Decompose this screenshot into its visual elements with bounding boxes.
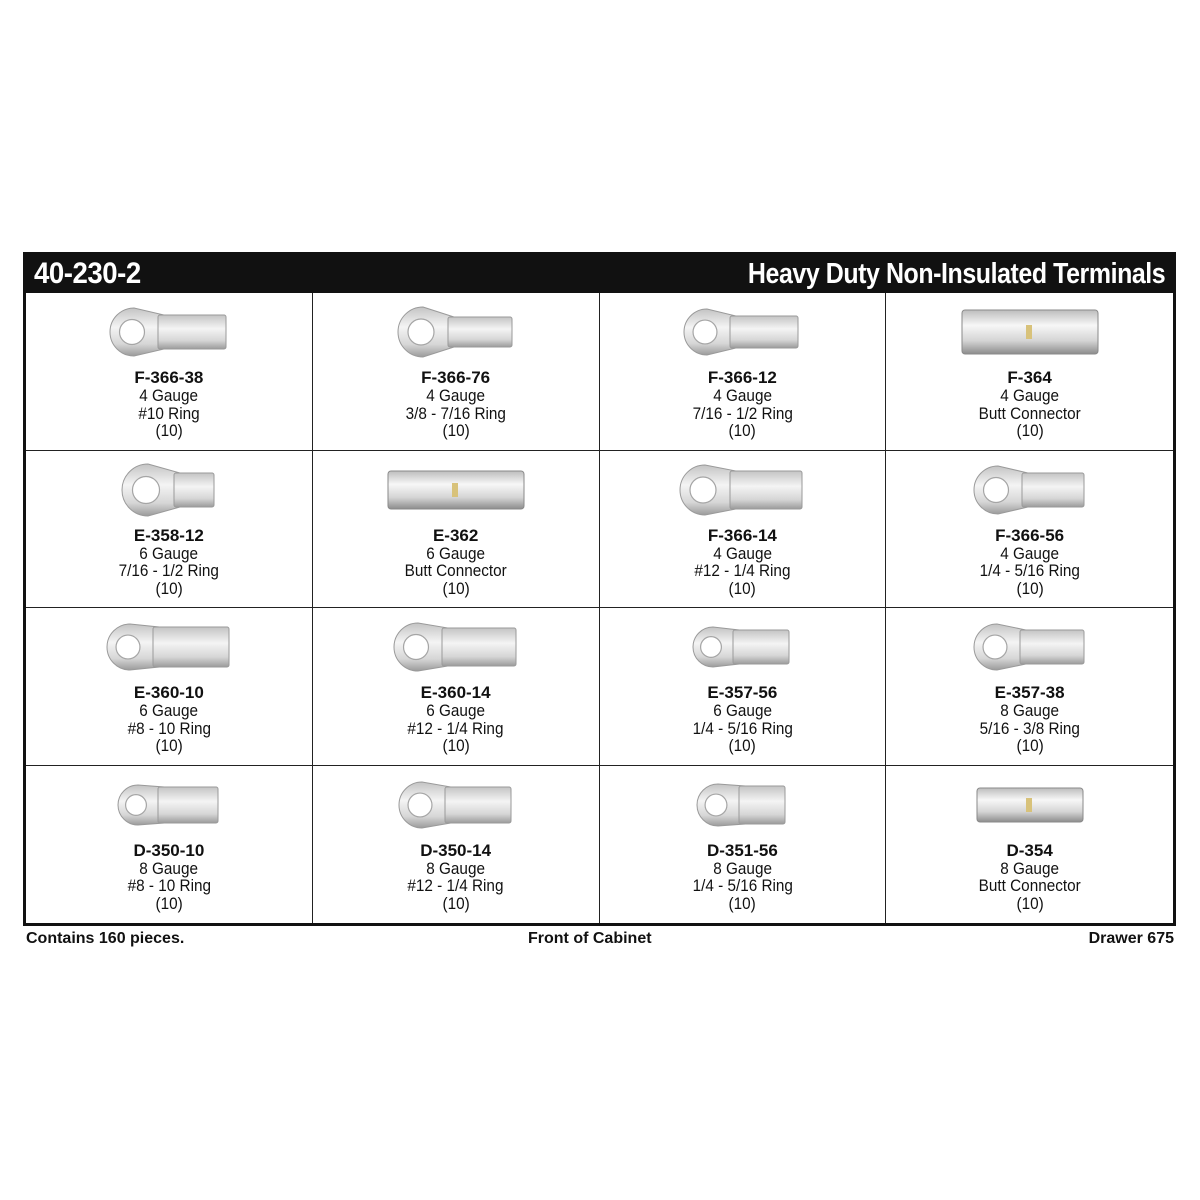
chart-header bbox=[26, 255, 1173, 293]
ring-terminal-graphic bbox=[970, 462, 1090, 518]
ring-terminal-icon bbox=[313, 768, 599, 842]
quantity: (10) bbox=[155, 736, 183, 755]
ring-terminal-icon bbox=[26, 768, 312, 842]
part-number: F-366-56 bbox=[995, 525, 1065, 545]
terminal-description: #12 - 1/4 Ring bbox=[407, 718, 504, 738]
part-number: D-350-10 bbox=[133, 840, 205, 860]
quantity: (10) bbox=[1016, 421, 1044, 440]
wire-gauge: 4 Gauge bbox=[1000, 386, 1059, 405]
part-number: E-358-12 bbox=[133, 525, 204, 545]
ring-terminal-icon bbox=[26, 295, 312, 369]
wire-gauge: 6 Gauge bbox=[426, 701, 485, 720]
part-cell bbox=[26, 766, 313, 924]
ring-terminal-graphic bbox=[106, 304, 232, 360]
part-cell bbox=[600, 451, 887, 609]
wire-gauge: 4 Gauge bbox=[139, 386, 199, 405]
part-number: D-354 bbox=[1006, 840, 1053, 860]
butt-connector-graphic bbox=[960, 308, 1100, 356]
ring-terminal-graphic bbox=[395, 778, 517, 832]
part-cell bbox=[26, 608, 313, 766]
part-number: D-351-56 bbox=[706, 840, 778, 860]
part-number: F-366-76 bbox=[421, 368, 491, 387]
terminal-description: 7/16 - 1/2 Ring bbox=[692, 403, 793, 423]
ring-terminal-icon bbox=[26, 610, 312, 684]
wire-gauge: 4 Gauge bbox=[426, 386, 485, 405]
parts-chart bbox=[23, 252, 1176, 926]
part-cell bbox=[886, 608, 1173, 766]
ring-terminal-graphic bbox=[118, 460, 220, 520]
quantity: (10) bbox=[728, 736, 756, 755]
part-cell bbox=[886, 451, 1173, 609]
part-cell bbox=[26, 451, 313, 609]
part-cell bbox=[886, 293, 1173, 451]
wire-gauge: 6 Gauge bbox=[426, 543, 485, 563]
quantity: (10) bbox=[155, 421, 183, 440]
quantity: (10) bbox=[442, 893, 470, 913]
part-number: F-366-12 bbox=[707, 368, 777, 387]
terminal-description: Butt Connector bbox=[404, 561, 507, 580]
ring-terminal-graphic bbox=[394, 303, 518, 361]
part-number: E-360-10 bbox=[133, 683, 204, 702]
part-cell bbox=[313, 766, 600, 924]
part-number: E-357-38 bbox=[994, 683, 1065, 702]
ring-terminal-icon bbox=[600, 768, 886, 842]
ring-terminal-icon bbox=[26, 453, 312, 527]
butt-connector-icon bbox=[313, 453, 599, 527]
butt-connector-icon bbox=[886, 295, 1173, 369]
quantity: (10) bbox=[155, 578, 183, 598]
quantity: (10) bbox=[1016, 578, 1044, 598]
ring-terminal-graphic bbox=[970, 620, 1090, 674]
parts-grid bbox=[26, 293, 1173, 923]
quantity: (10) bbox=[728, 578, 756, 598]
part-cell bbox=[313, 451, 600, 609]
part-number: F-364 bbox=[1007, 368, 1052, 387]
wire-gauge: 4 Gauge bbox=[713, 543, 772, 563]
quantity: (10) bbox=[155, 893, 183, 913]
kit-title: Heavy Duty Non-Insulated Terminals bbox=[747, 257, 1165, 290]
quantity: (10) bbox=[728, 893, 756, 913]
part-cell bbox=[313, 293, 600, 451]
kit-code: 40-230-2 bbox=[34, 257, 141, 290]
quantity: (10) bbox=[1016, 736, 1044, 755]
ring-terminal-graphic bbox=[114, 781, 224, 829]
wire-gauge: 8 Gauge bbox=[713, 858, 772, 878]
part-cell bbox=[600, 293, 887, 451]
ring-terminal-icon bbox=[313, 610, 599, 684]
part-cell bbox=[26, 293, 313, 451]
ring-terminal-icon bbox=[886, 610, 1173, 684]
terminal-description: 1/4 - 5/16 Ring bbox=[692, 718, 793, 738]
ring-terminal-graphic bbox=[103, 620, 235, 674]
wire-gauge: 6 Gauge bbox=[139, 543, 199, 563]
terminal-description: #8 - 10 Ring bbox=[127, 718, 211, 738]
terminal-description: 3/8 - 7/16 Ring bbox=[405, 403, 506, 423]
ring-terminal-graphic bbox=[676, 461, 808, 519]
quantity: (10) bbox=[442, 421, 470, 440]
terminal-description: 5/16 - 3/8 Ring bbox=[979, 718, 1080, 738]
terminal-description: #8 - 10 Ring bbox=[127, 876, 211, 895]
ring-terminal-icon bbox=[600, 453, 886, 527]
part-number: E-357-56 bbox=[707, 683, 778, 702]
ring-terminal-icon bbox=[600, 295, 886, 369]
wire-gauge: 8 Gauge bbox=[139, 858, 199, 878]
butt-connector-graphic bbox=[975, 786, 1085, 824]
ring-terminal-icon bbox=[313, 295, 599, 369]
terminal-description: #10 Ring bbox=[138, 403, 200, 423]
part-number: E-360-14 bbox=[420, 683, 491, 702]
ring-terminal-graphic bbox=[689, 623, 795, 671]
wire-gauge: 8 Gauge bbox=[426, 858, 485, 878]
part-cell bbox=[600, 766, 887, 924]
wire-gauge: 8 Gauge bbox=[1000, 858, 1059, 878]
ring-terminal-icon bbox=[600, 610, 886, 684]
part-cell bbox=[886, 766, 1173, 924]
quantity: (10) bbox=[442, 736, 470, 755]
quantity: (10) bbox=[728, 421, 756, 440]
terminal-description: #12 - 1/4 Ring bbox=[407, 876, 504, 895]
ring-terminal-icon bbox=[886, 453, 1173, 527]
butt-connector-icon bbox=[886, 768, 1173, 842]
wire-gauge: 6 Gauge bbox=[139, 701, 199, 720]
wire-gauge: 8 Gauge bbox=[1000, 701, 1059, 720]
ring-terminal-graphic bbox=[693, 780, 791, 830]
part-number: F-366-14 bbox=[707, 525, 777, 545]
terminal-description: #12 - 1/4 Ring bbox=[694, 561, 791, 580]
quantity: (10) bbox=[442, 578, 470, 598]
ring-terminal-graphic bbox=[680, 305, 804, 359]
wire-gauge: 6 Gauge bbox=[713, 701, 772, 720]
terminal-description: 1/4 - 5/16 Ring bbox=[979, 561, 1080, 580]
quantity: (10) bbox=[1016, 893, 1044, 913]
part-cell bbox=[600, 608, 887, 766]
wire-gauge: 4 Gauge bbox=[713, 386, 772, 405]
chart-footer bbox=[26, 930, 1174, 952]
ring-terminal-graphic bbox=[390, 619, 522, 675]
piece-count: Contains 160 pieces. bbox=[26, 930, 185, 947]
terminal-description: Butt Connector bbox=[978, 403, 1081, 423]
part-number: D-350-14 bbox=[420, 840, 492, 860]
cabinet-location: Front of Cabinet bbox=[528, 930, 652, 947]
part-cell bbox=[313, 608, 600, 766]
terminal-description: 7/16 - 1/2 Ring bbox=[118, 561, 220, 580]
butt-connector-graphic bbox=[386, 469, 526, 511]
terminal-description: Butt Connector bbox=[978, 876, 1081, 895]
part-number: F-366-38 bbox=[134, 368, 204, 387]
drawer-number: Drawer 675 bbox=[1088, 930, 1174, 947]
wire-gauge: 4 Gauge bbox=[1000, 543, 1059, 563]
part-number: E-362 bbox=[432, 525, 479, 545]
terminal-description: 1/4 - 5/16 Ring bbox=[692, 876, 793, 895]
